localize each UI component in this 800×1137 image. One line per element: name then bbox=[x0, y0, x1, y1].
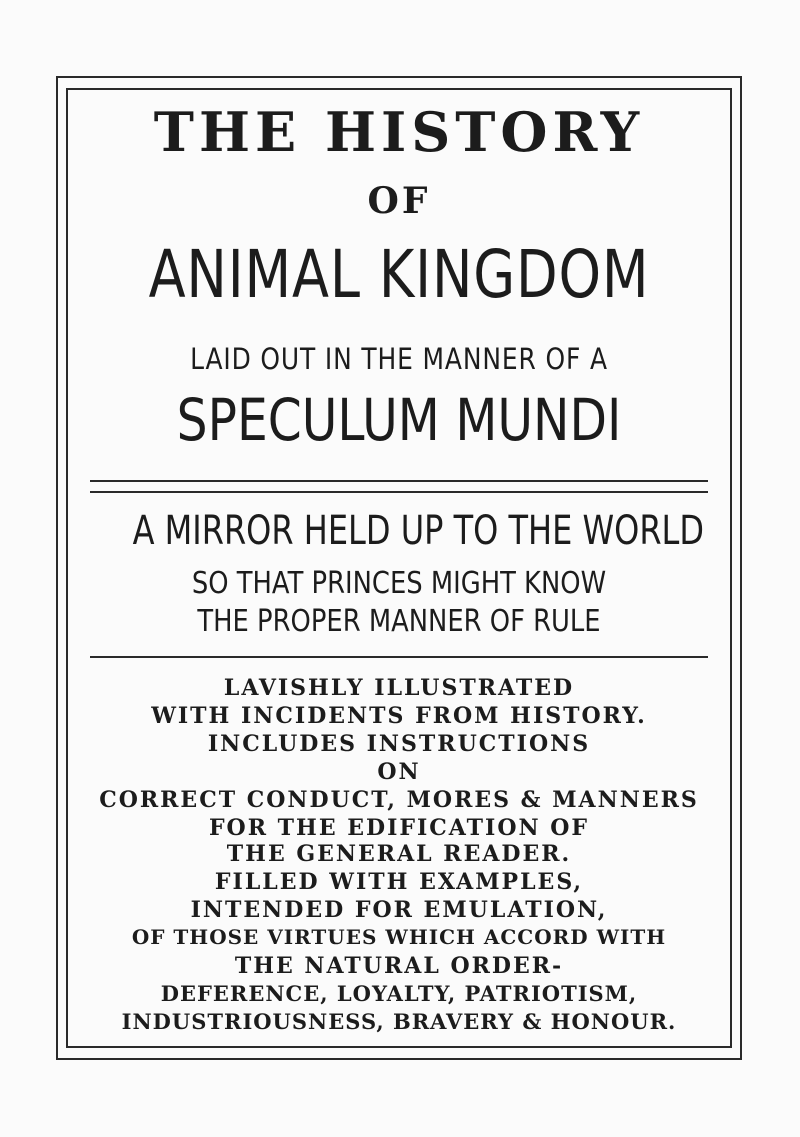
description-line: ON bbox=[377, 759, 421, 785]
double-rule-top bbox=[90, 480, 708, 482]
description-line: LAVISHLY ILLUSTRATED bbox=[223, 675, 575, 701]
double-rule-bottom bbox=[90, 491, 708, 493]
title-line-4: LAID OUT IN THE MANNER OF A bbox=[190, 342, 608, 376]
description-line: THE GENERAL READER. bbox=[226, 841, 572, 867]
title-page bbox=[66, 88, 732, 1048]
description-line: OF THOSE VIRTUES WHICH ACCORD WITH bbox=[131, 925, 667, 949]
motto-line-2: SO THAT PRINCES MIGHT KNOW bbox=[191, 566, 607, 601]
title-line-5: SPECULUM MUNDI bbox=[176, 386, 622, 454]
title-line-1: THE HISTORY bbox=[153, 100, 645, 164]
description-line: WITH INCIDENTS FROM HISTORY. bbox=[151, 703, 647, 729]
description-line: DEFERENCE, LOYALTY, PATRIOTISM, bbox=[160, 981, 638, 1006]
title-line-3: ANIMAL KINGDOM bbox=[148, 236, 650, 313]
description-line: CORRECT CONDUCT, MORES & MANNERS bbox=[99, 787, 699, 813]
title-line-2: OF bbox=[367, 180, 431, 222]
divider-rule bbox=[90, 656, 708, 658]
description-line: FILLED WITH EXAMPLES, bbox=[214, 869, 584, 895]
motto-line-3: THE PROPER MANNER OF RULE bbox=[197, 604, 601, 639]
description-line: INDUSTRIOUSNESS, BRAVERY & HONOUR. bbox=[121, 1009, 677, 1034]
description-line: FOR THE EDIFICATION OF bbox=[208, 815, 590, 841]
description-line: INTENDED FOR EMULATION, bbox=[190, 897, 608, 923]
description-line: THE NATURAL ORDER- bbox=[234, 953, 564, 979]
motto-line-1: A MIRROR HELD UP TO THE WORLD bbox=[132, 508, 705, 554]
description-line: INCLUDES INSTRUCTIONS bbox=[207, 731, 591, 757]
